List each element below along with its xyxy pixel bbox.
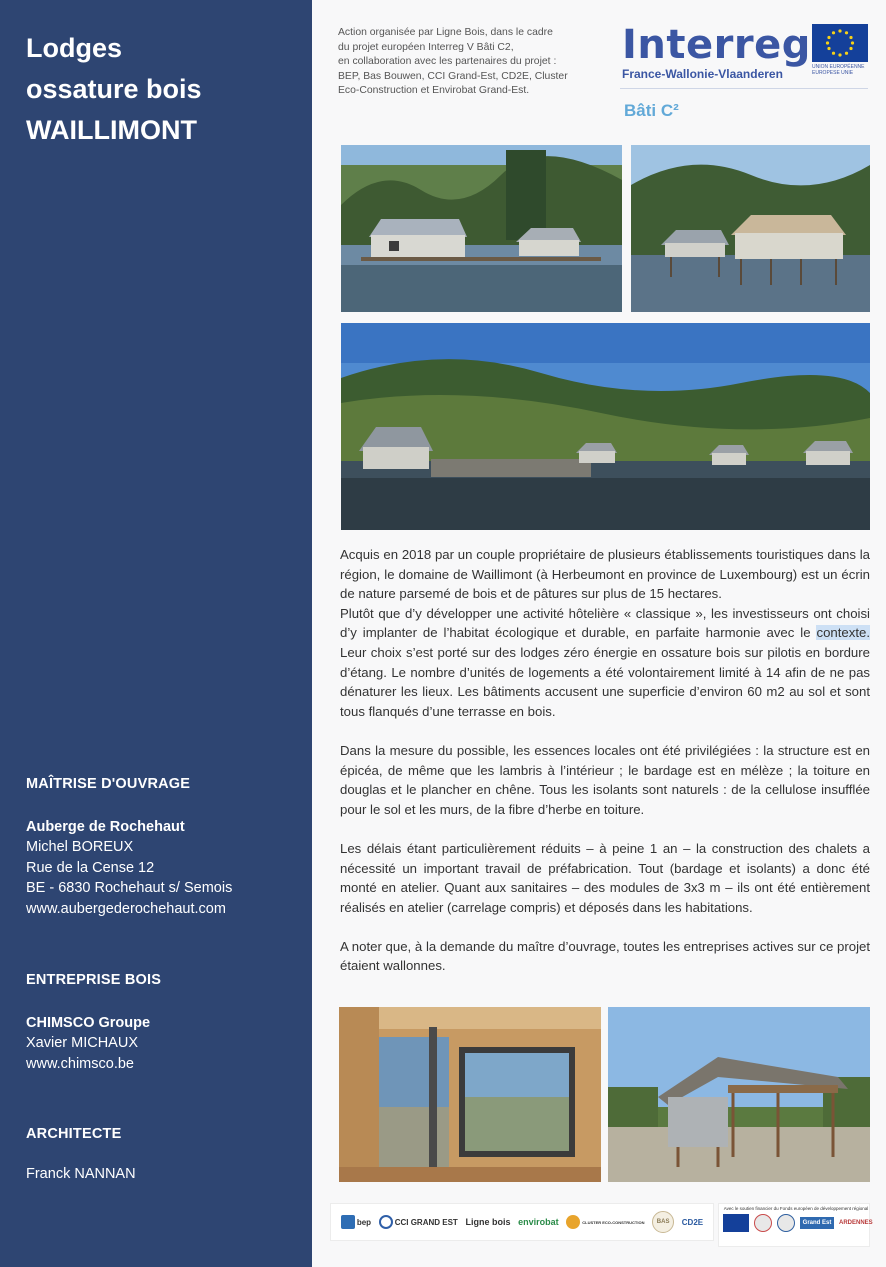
photo-lodges-stilts	[631, 145, 870, 312]
photo-lodges-lake	[341, 145, 622, 312]
ardennes-logo: ARDENNES	[839, 1220, 873, 1226]
title-line-3: WAILLIMONT	[26, 115, 197, 145]
entreprise-org: CHIMSCO Groupe	[26, 1015, 151, 1031]
photo-exterior	[608, 1007, 870, 1182]
wallonie-rooster-icon	[754, 1214, 772, 1232]
eu-flag-icon	[812, 24, 868, 62]
maitrise-heading: MAÎTRISE D'OUVRAGE	[26, 776, 191, 792]
bep-logo: bep	[341, 1215, 371, 1229]
paragraph-1: Acquis en 2018 par un couple propriétaire de plusieurs établissements touristiques dans la région, le domaine de Waillimont (à Herbeumont en province de Luxembourg) est un écrin de nature parsemé de bois et de pâtures sur plus de 15 hectares.	[340, 547, 870, 602]
paragraph-2	[340, 604, 870, 722]
maitrise-city: BE - 6830 Rochehaut s/ Semois	[26, 880, 233, 896]
document-title	[26, 28, 202, 151]
article-body	[340, 545, 870, 976]
cluster-logo: CLUSTER ECO-CONSTRUCTION	[566, 1215, 644, 1229]
funding-text: Avec le soutien financier du Fonds européen de développement régional	[723, 1206, 869, 1211]
entreprise-website-link[interactable]: www.chimsco.be	[26, 1055, 134, 1072]
funding-logos	[718, 1203, 873, 1247]
region-seal-icon	[777, 1214, 795, 1232]
intro-line: du projet européen Interreg V Bâti C2,	[338, 41, 514, 53]
bati-c2-label: Bâti C²	[624, 101, 679, 120]
paragraph-4: Les délais étant particulièrement réduits – à peine 1 an – la construction des chalets a nécessité un important travail de préfabrication. Tout (bardage et isolants) a donc été monté en atelier. Quant aux sanitaires – des modules de 3x3 m – ils ont été entièrement réalisés en atelier (carrelage compris) et déposés dans les habitations.	[340, 840, 870, 915]
entreprise-heading: ENTREPRISE BOIS	[26, 972, 162, 988]
paragraph-2-start: Plutôt que d’y développer une activité hôtelière « classique », les investisseurs ont choisi d’y implanter de l’habitat écologique et durable, en parfaite harmonie avec le	[340, 605, 870, 641]
title-line-2: ossature bois	[26, 74, 202, 104]
maitrise-street: Rue de la Cense 12	[26, 859, 155, 876]
paragraph-2-end: Leur choix s’est porté sur des lodges zéro énergie en ossature bois sur pilotis en bordure d’étang. Le nombre d’unités de logements a été volontairement limité à 14 afin de ne pas dénaturer les lieux. Les bâtiments accusent une superficie d’environ 60 m2 au sol et sont tous flanqués d’une terrasse en bois.	[340, 644, 870, 719]
eu-label: UNION EUROPÉENNE EUROPESE UNIE	[812, 64, 865, 76]
highlighted-word: contexte.	[816, 625, 870, 641]
cd2e-logo: CD2E	[681, 1217, 704, 1227]
grand-est-logo: Grand Est	[800, 1217, 834, 1229]
entreprise-contact: Xavier MICHAUX	[26, 1035, 138, 1051]
paragraph-5: A noter que, à la demande du maître d’ouvrage, toutes les entreprises actives sur ce projet étaient wallonnes.	[340, 938, 870, 974]
intro-line: Eco-Construction et Envirobat Grand-Est.	[338, 85, 530, 96]
sidebar	[0, 0, 312, 1267]
ligne-bois-logo: Ligne bois	[465, 1217, 511, 1227]
intro-line: Action organisée par Ligne Bois, dans le cadre	[338, 27, 553, 38]
title-line-1: Lodges	[26, 33, 123, 63]
cci-grand-est-logo: CCI GRAND EST	[379, 1215, 458, 1229]
eu-flag-small-icon	[723, 1214, 749, 1232]
intro-text	[338, 26, 618, 99]
architecte-section	[26, 1126, 296, 1182]
partner-logos	[330, 1203, 714, 1241]
maitrise-website-link[interactable]: www.aubergederochehaut.com	[26, 900, 226, 917]
architecte-heading: ARCHITECTE	[26, 1126, 122, 1142]
maitrise-contact: Michel BOREUX	[26, 839, 134, 855]
intro-line: BEP, Bas Bouwen, CCI Grand-Est, CD2E, Cluster	[338, 70, 568, 82]
interreg-region: France-Wallonie-Vlaanderen	[622, 67, 783, 81]
envirobat-logo: envirobat	[518, 1217, 559, 1227]
logo-divider	[620, 88, 868, 89]
bas-logo: BAS	[652, 1211, 674, 1233]
paragraph-3: Dans la mesure du possible, les essences locales ont été privilégiées : la structure est en épicéa, de même que les lambris à l’intérieur ; le bardage est en mélèze ; la toiture en douglas et le plancher en chêne. Tous les isolants sont naturels : de la cellulose insufflée pour le sol et les murs, de la fibre d’herbe en toiture.	[340, 742, 870, 817]
photo-panorama	[341, 323, 870, 530]
architecte-name: Franck NANNAN	[26, 1166, 136, 1182]
entreprise-section	[26, 972, 296, 1074]
intro-line: en collaboration avec les partenaires du projet :	[338, 56, 557, 67]
maitrise-org: Auberge de Rochehaut	[26, 819, 185, 835]
interreg-wordmark: Interreg	[622, 22, 811, 68]
maitrise-section	[26, 776, 296, 919]
photo-interior	[339, 1007, 601, 1182]
